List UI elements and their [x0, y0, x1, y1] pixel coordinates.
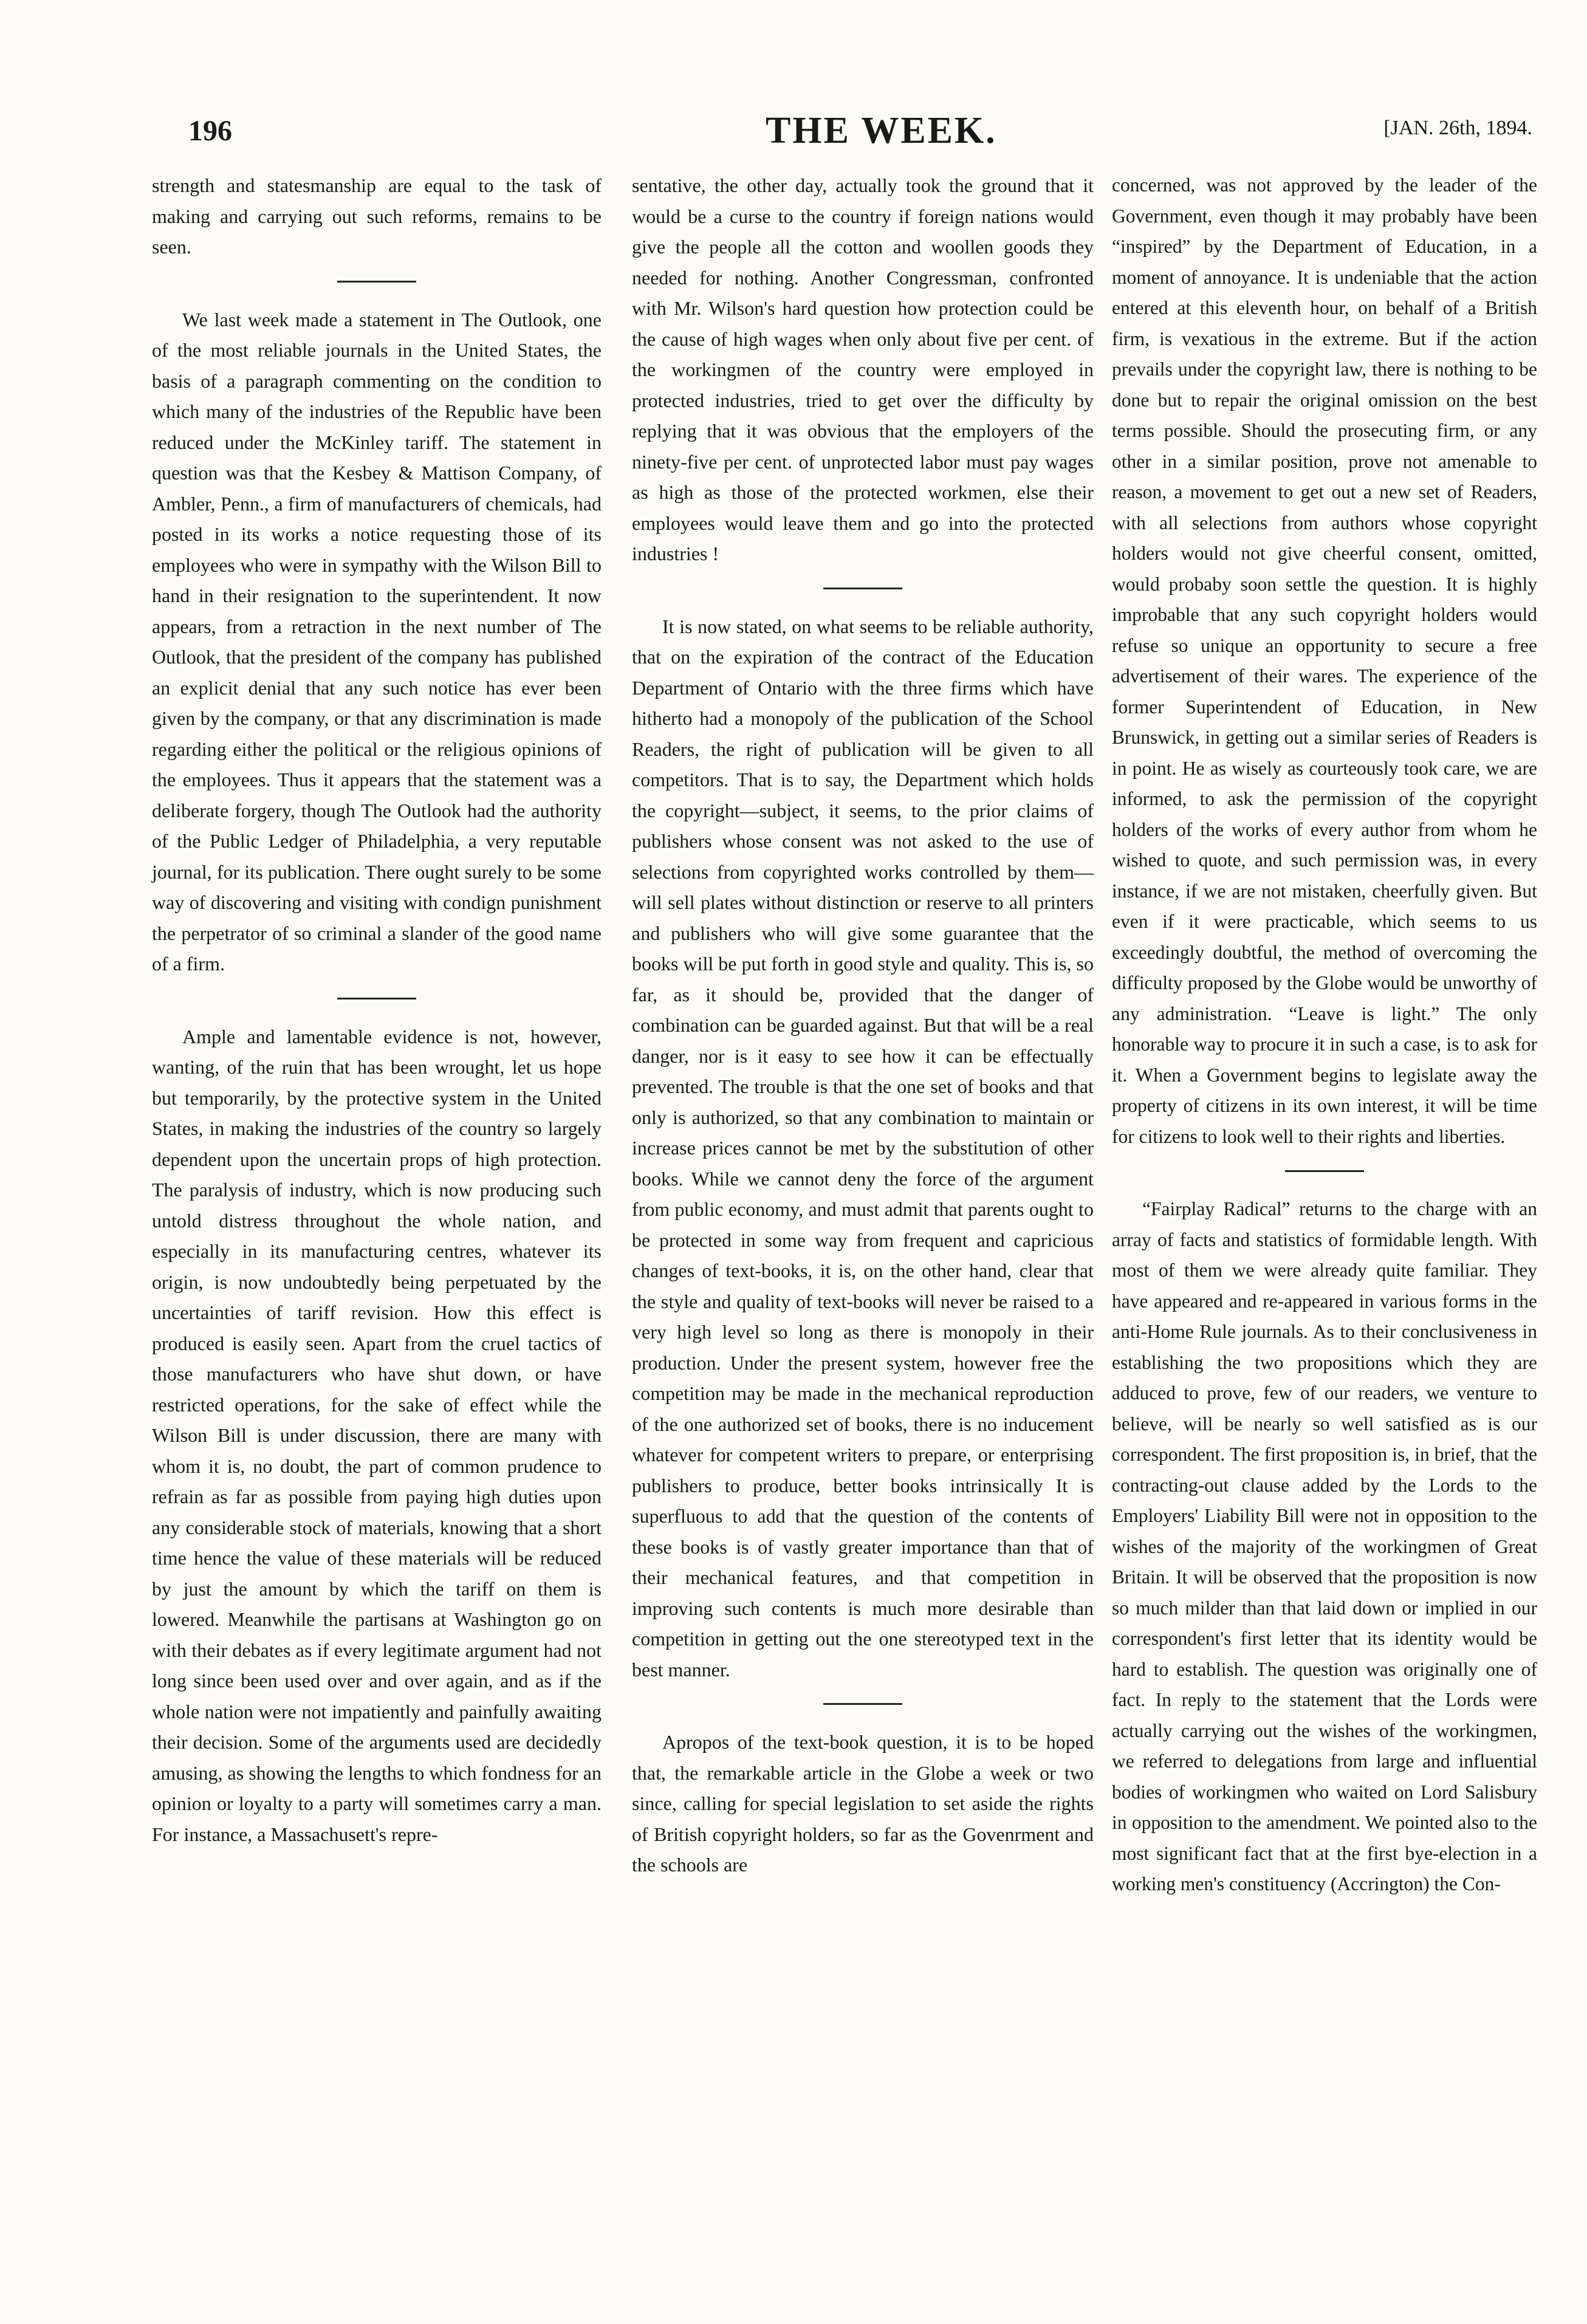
page-header [0, 109, 1587, 164]
journal-title: THE WEEK. [766, 110, 997, 151]
section-divider [337, 281, 416, 283]
column-3 [1112, 170, 1537, 1900]
paragraph: We last week made a statement in The Outlook, one of the most reliable journals in the United States, the basis of a paragraph commenting on the condition to which many of the industries of the Republic have been reduced under the McKinley tariff. The statement in question was that the Kesbey & Mattison Company, of Ambler, Penn., a firm of manufacturers of chemicals, had posted in its works a notice requesting those of its employees who were in sympathy with the Wilson Bill to hand in their resignation to the superintendent. It now appears, from a retraction in the next number of The Outlook, that the president of the company has published an explicit denial that any such notice has ever been given by the company, or that any discrimination is made regarding either the political or the religious opinions of the employees. Thus it appears that the statement was a deliberate forgery, though The Outlook had the authority of the Public Ledger of Philadelphia, a very reputable journal, for its publication. There ought surely to be some way of discovering and visiting with condign punishment the perpetrator of so criminal a slander of the good name of a firm. [152, 308, 602, 975]
paragraph: sentative, the other day, actually took the ground that it would be a curse to the country if foreign nations would give the people all the cotton and woollen goods they needed for nothing. Another Congressman, confronted with Mr. Wilson's hard question how protection could be the cause of high wages when only about five per cent. of the workingmen of the country were employed in protected industries, tried to get over the difficulty by replying that it was obvious that the employers of the ninety-five per cent. of unprotected labor must pay wages as high as those of the protected workmen, else their employees would leave them and go into the protected industries ! [632, 174, 1094, 564]
paragraph: Apropos of the text-book question, it is to be hoped that, the remarkable article in the Globe a week or two since, calling for special legislation to set aside the rights of British copyright holders, so far as the Govenrment and the schools are [632, 1731, 1094, 1876]
paragraph: It is now stated, on what seems to be reliable authority, that on the expiration of the contract of the Education Department of Ontario with the three firms which have hitherto had a monopoly of the publication of the School Readers, the right of publication will be given to all competitors. That is to say, the Department which holds the copyright—subject, it seems, to the prior claims of publishers whose consent was not asked to the use of selections from copyrighted works controlled by them—will sell plates without distinction or reserve to all printers and publishers who will give some guarantee that the books will be put forth in good style and quality. This is, so far, as it should be, provided that the danger of combination can be guarded against. But that will be a real danger, nor is it easy to see how it can be effectually prevented. The trouble is that the one set of books and that only is authorized, so that any combination to maintain or increase prices cannot be met by the substitution of other books. While we cannot deny the force of the argument from public economy, and must admit that parents ought to be protected in some way from frequent and capricious changes of text-books, it is, on the other hand, clear that the style and quality of text-books will never be raised to a very high level so long as there is monopoly in their production. Under the present system, however free the competition may be made in the mechanical reproduction of the one authorized set of books, there is no inducement whatever for competent writers to prepare, or enterprising publishers to produce, better books intrinsically It is superfluous to add that the question of the contents of these books is of vastly greater importance than that of their mechanical features, and that competition in improving such contents is much more desirable than competition in getting out the one stereotyped text in the best manner. [632, 615, 1094, 1681]
paragraph: Ample and lamentable evidence is not, however, wanting, of the ruin that has been wrought, let us hope but temporarily, by the protective system in the United States, in making the industries of the country so largely dependent upon the uncertain props of high protection. The paralysis of industry, which is now producing such untold distress throughout the whole nation, and especially in its manufacturing centres, whatever its origin, is now undoubtedly being perpetuated by the uncertainties of tariff revision. How this effect is produced is easily seen. Apart from the cruel tactics of those manufacturers who have shut down, or have restricted operations, for the sake of effect while the Wilson Bill is under discussion, there are many with whom it is, no doubt, the part of common prudence to refrain as far as possible from paying high duties upon any considerable stock of materials, knowing that a short time hence the value of these materials will be reduced by just the amount by which the tariff on them is lowered. Meanwhile the partisans at Washington go on with their debates as if every legitimate argument had not long since been used over and over again, and as if the whole nation were not impatiently and painfully awaiting their decision. Some of the arguments used are decidedly amusing, as showing the lengths to which fondness for an opinion or loyalty to a party will sometimes carry a man. For instance, a Massachusett's repre- [152, 1025, 602, 1845]
issue-date: [JAN. 26th, 1894. [1383, 117, 1532, 139]
section-divider [1285, 1170, 1364, 1172]
section-divider [823, 1703, 902, 1705]
column-2 [632, 170, 1094, 1880]
section-divider [823, 588, 902, 589]
paragraph: strength and statesmanship are equal to the task of making and carrying out such reforms, remains to be seen. [152, 174, 602, 258]
paragraph: concerned, was not approved by the leader of the Government, even though it may probably have been “inspired” by the Department of Education, in a moment of annoyance. It is undeniable that the action entered at this eleventh hour, on behalf of a British firm, is vexatious in the extreme. But if the action prevails under the copyright law, there is nothing to be done but to repair the original omission on the best terms possible. Should the prosecuting firm, or any other in a similar position, prove not amenable to reason, a movement to get out a new set of Readers, with all selections from authors whose copyright holders would not give cheerful consent, omitted, would probaby soon settle the question. It is highly improbable that any such copyright holders would refuse so unique an opportunity to secure a free advertisement of their wares. The experience of the former Superintendent of Education, in New Brunswick, in getting out a similar series of Readers is in point. He as wisely as courteously took care, we are informed, to ask the permission of the copyright holders of the works of every author from whom he wished to quote, and such permission was, in every instance, if we are not mistaken, cheerfully given. But even if it were practicable, which seems to us exceedingly doubtful, the method of overcoming the difficulty proposed by the Globe would be unworthy of any administration. “Leave is light.” The only honorable way to procure it in such a case, is to ask for it. When a Government begins to legislate away the property of citizens in its own interest, it will be time for citizens to look well to their rights and liberties. [1112, 174, 1537, 1147]
page-number: 196 [188, 115, 232, 147]
section-divider [337, 998, 416, 999]
column-1 [152, 170, 602, 1849]
paragraph: “Fairplay Radical” returns to the charge with an array of facts and statistics of formidable length. With most of them we were already quite familiar. They have appeared and re-appeared in various forms in the anti-Home Rule journals. As to their conclusiveness in establishing the two propositions which they are adduced to prove, few of our readers, we venture to believe, will be nearly so well satisfied as is our correspondent. The first proposition is, in brief, that the contracting-out clause added by the Lords to the Employers' Liability Bill were not in opposition to the wishes of the majority of the workingmen of Great Britain. It will be observed that the proposition is now so much milder than that laid down or implied in our correspondent's first letter that its identity would be hard to establish. The question was originally one of fact. In reply to the statement that the Lords were actually carrying out the wishes of the workingmen, we referred to delegations from large and influential bodies of workingmen who waited on Lord Salisbury in opposition to the amendment. We pointed also to the most significant fact that at the first bye-election in a working men's constituency (Accrington) the Con- [1112, 1198, 1537, 1894]
